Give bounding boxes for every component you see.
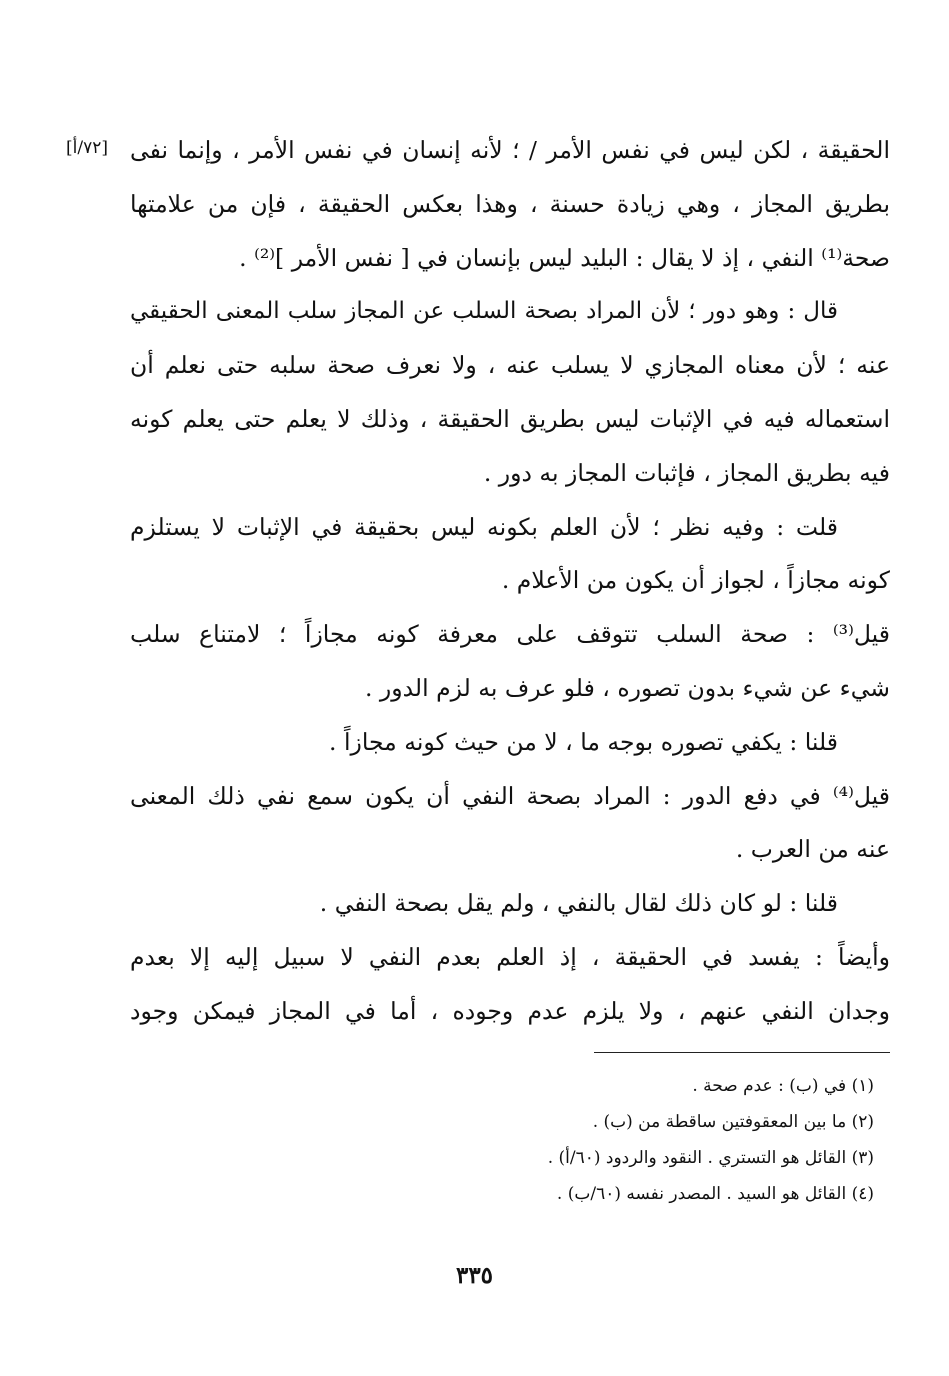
footnote-item: (٣) القائل هو التستري . النقود والردود (٦٠/أ) . xyxy=(547,1148,874,1168)
text-line: وأيضاً : يفسد في الحقيقة ، إذ العلم بعدم النفي لا سبيل إليه إلا بعدم xyxy=(130,942,890,971)
text-line: قيل⁽⁴⁾ في دفع الدور : المراد بصحة النفي أن يكون سمع نفي ذلك المعنى xyxy=(130,781,890,810)
footnote-separator xyxy=(594,1052,890,1053)
text-line: قال : وهو دور ؛ لأن المراد بصحة السلب عن المجاز سلب المعنى الحقيقي xyxy=(130,298,838,325)
text-line: استعماله فيه في الإثبات ليس بطريق الحقيقة ، وذلك لا يعلم حتى يعلم كونه xyxy=(130,404,890,433)
text-line: فيه بطريق المجاز ، فإثبات المجاز به دور . xyxy=(483,458,890,487)
page-number: ٣٣٥ xyxy=(455,1262,494,1289)
text-line: عنه من العرب . xyxy=(735,835,890,864)
footnote-item: (٢) ما بين المعقوفتين ساقطة من (ب) . xyxy=(592,1112,874,1132)
footnote-item: (٤) القائل هو السيد . المصدر نفسه (٦٠/ب) . xyxy=(556,1184,874,1204)
text-line: عنه ؛ لأن معناه المجازي لا يسلب عنه ، ولا نعرف صحة سلبه حتى نعلم أن xyxy=(130,351,890,380)
footnote-item: (١) في (ب) : عدم صحة . xyxy=(692,1076,874,1096)
text-line: قلنا : لو كان ذلك لقال بالنفي ، ولم يقل بصحة النفي . xyxy=(319,889,838,918)
text-line: وجدان النفي عنهم ، ولا يلزم عدم وجوده ، أما في المجاز فيمكن وجود xyxy=(130,996,890,1025)
text-line: بطريق المجاز ، وهي زيادة حسنة ، وهذا بعكس الحقيقة ، فإن من علامتها xyxy=(130,189,890,218)
main-text xyxy=(130,124,890,1039)
text-line: شيء عن شيء بدون تصوره ، فلو عرف به لزم الدور . xyxy=(364,673,890,702)
text-line: قلنا : يكفي تصوره بوجه ما ، لا من حيث كونه مجازاً . xyxy=(329,727,838,756)
text-line: الحقيقة ، لكن ليس في نفس الأمر / ؛ لأنه إنسان في نفس الأمر ، وإنما نفى xyxy=(130,136,890,164)
text-line: كونه مجازاً ، لجواز أن يكون من الأعلام . xyxy=(501,566,890,595)
text-line: صحة⁽¹⁾ النفي ، إذ لا يقال : البليد ليس بإنسان في [ نفس الأمر ]⁽²⁾ . xyxy=(239,243,890,272)
manuscript-folio-reference: [٧٢/أ] xyxy=(66,138,108,158)
text-line: قلت : وفيه نظر ؛ لأن العلم بكونه ليس بحقيقة في الإثبات لا يستلزم xyxy=(130,512,838,541)
footnotes xyxy=(300,1068,874,1212)
text-line: قيل⁽³⁾ : صحة السلب تتوقف على معرفة كونه مجازاً ؛ لامتناع سلب xyxy=(130,620,890,649)
